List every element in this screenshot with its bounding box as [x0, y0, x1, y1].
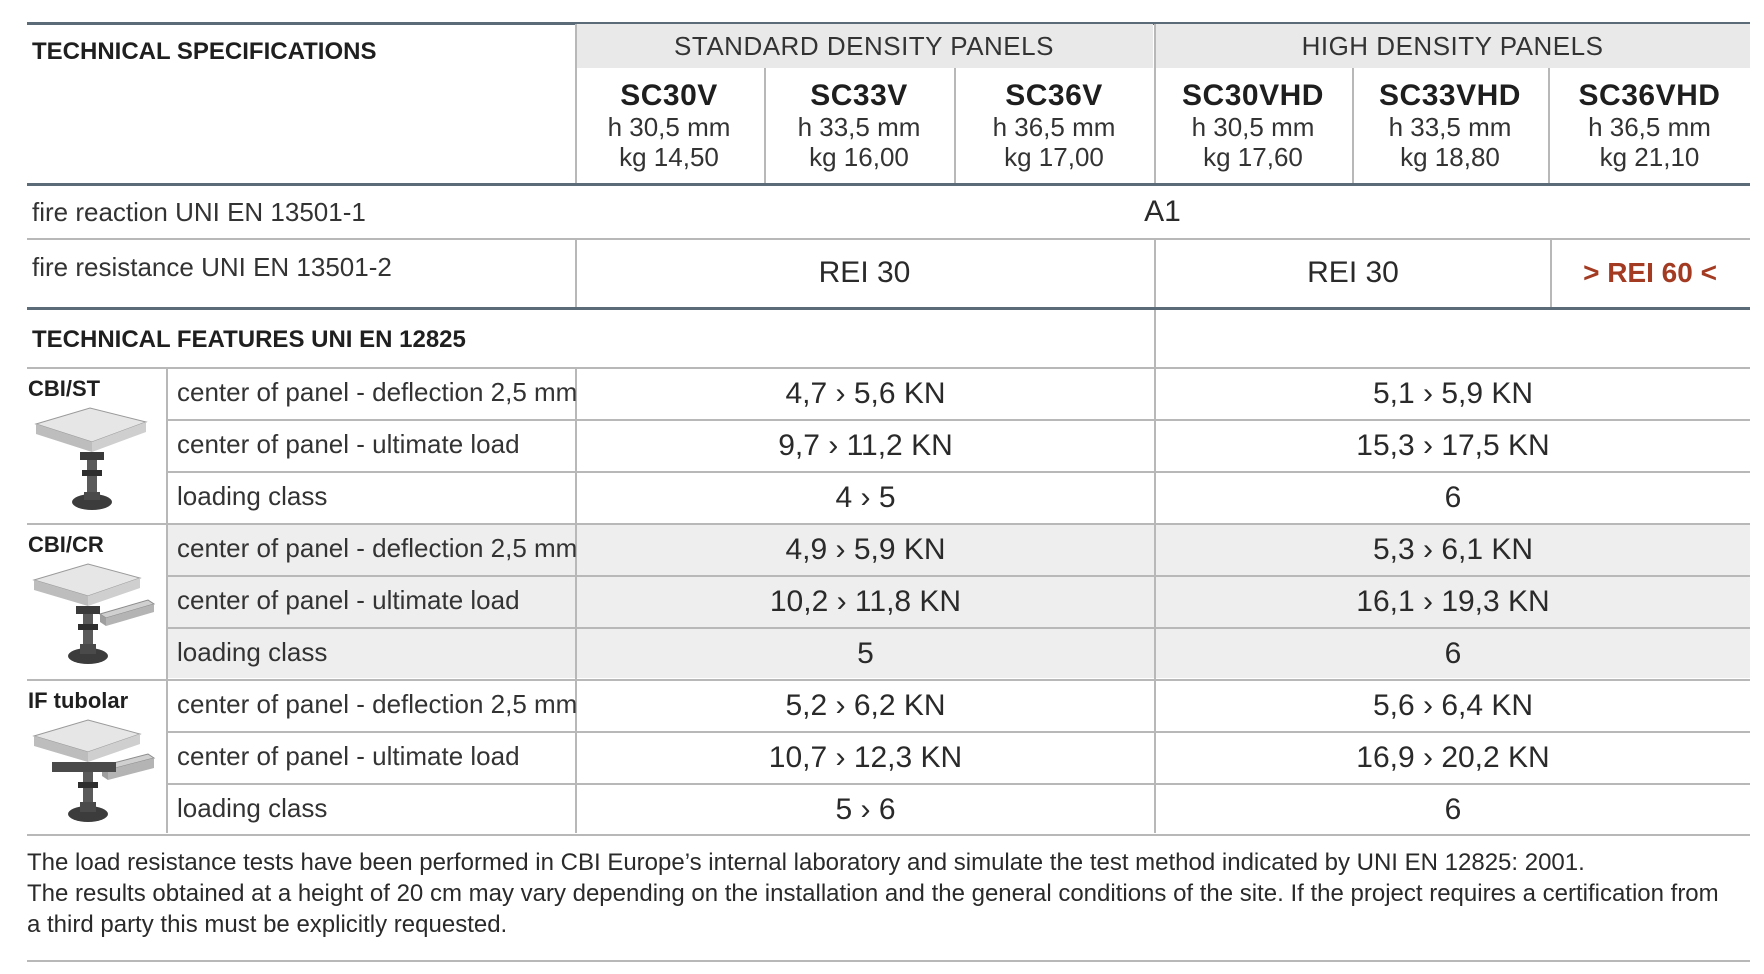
model-code: SC30VHD — [1182, 79, 1324, 112]
standard-value: 5 › 6 — [835, 793, 896, 826]
feature-label: center of panel - deflection 2,5 mm — [177, 688, 578, 719]
group-header-high: HIGH DENSITY PANELS — [1155, 24, 1750, 68]
high-value: 5,6 › 6,4 KN — [1372, 689, 1534, 722]
standard-value: 4,9 › 5,9 KN — [785, 533, 946, 566]
divider — [575, 24, 577, 184]
feature-label: loading class — [177, 636, 328, 667]
model-weight: kg 17,00 — [1004, 142, 1104, 172]
high-value: 15,3 › 17,5 KN — [1356, 429, 1550, 462]
model-code: SC30V — [620, 79, 718, 112]
table-bottom-rule — [27, 834, 1750, 836]
model-code: SC33VHD — [1379, 79, 1521, 112]
page-bottom-rule — [27, 960, 1750, 962]
model-column-header — [1155, 80, 1351, 172]
standard-value: 10,7 › 12,3 KN — [768, 741, 963, 774]
high-value: 6 — [1444, 481, 1462, 514]
model-height: h 30,5 mm — [1191, 112, 1315, 142]
model-height: h 33,5 mm — [1388, 112, 1512, 142]
model-height: h 36,5 mm — [992, 112, 1116, 142]
model-weight: kg 16,00 — [809, 142, 909, 172]
high-value: 16,9 › 20,2 KN — [1356, 741, 1550, 774]
footnote-line: a third party this must be explicitly requested. — [27, 911, 508, 938]
features-title: TECHNICAL FEATURES UNI EN 12825 — [32, 326, 466, 353]
divider — [764, 68, 766, 184]
pedestal-stringer-icon — [30, 560, 158, 668]
high-value: 16,1 › 19,3 KN — [1356, 585, 1550, 618]
model-height: h 30,5 mm — [607, 112, 731, 142]
feature-label: loading class — [177, 480, 328, 511]
pedestal-tubular-icon — [30, 716, 158, 826]
system-name: IF tubolar — [28, 688, 129, 713]
feature-label: center of panel - ultimate load — [177, 740, 520, 771]
model-column-header — [1549, 80, 1750, 172]
divider — [1154, 24, 1156, 184]
divider — [1548, 68, 1550, 184]
fire-resistance-highlight: > REI 60 < — [1583, 257, 1717, 288]
footnote-line: The load resistance tests have been performed in CBI Europe’s internal laboratory and simulate the test method indicated by UNI EN 12825: 2001. — [27, 849, 1585, 876]
standard-value: 10,2 › 11,8 KN — [769, 585, 962, 618]
fire-reaction-label: fire reaction UNI EN 13501-1 — [32, 196, 366, 227]
system-name: CBI/CR — [28, 532, 104, 557]
divider — [1154, 238, 1156, 308]
model-column-header — [955, 80, 1153, 172]
divider — [954, 68, 956, 184]
feature-label: center of panel - ultimate load — [177, 428, 520, 459]
fire-resistance-standard: REI 30 — [818, 256, 911, 289]
model-weight: kg 18,80 — [1400, 142, 1500, 172]
standard-value: 5,2 › 6,2 KN — [785, 689, 946, 722]
footnote-line: The results obtained at a height of 20 cm may vary depending on the installation and the general conditions of the site. If the project requires a certification from — [27, 880, 1719, 907]
feature-label: center of panel - deflection 2,5 mm — [177, 376, 578, 407]
fire-resistance-high: REI 30 — [1307, 256, 1399, 289]
model-height: h 33,5 mm — [797, 112, 921, 142]
divider — [1550, 238, 1552, 308]
pedestal-icon — [30, 406, 152, 514]
model-weight: kg 17,60 — [1203, 142, 1303, 172]
divider — [1154, 310, 1156, 367]
model-code: SC36VHD — [1578, 79, 1721, 112]
table-title: TECHNICAL SPECIFICATIONS — [32, 38, 377, 65]
model-column-header — [765, 80, 953, 172]
standard-value: 4 › 5 — [835, 481, 896, 514]
fire-reaction-value: A1 — [1144, 195, 1181, 228]
model-column-header — [1353, 80, 1547, 172]
model-weight: kg 21,10 — [1599, 142, 1700, 172]
model-column-header — [575, 80, 763, 172]
standard-value: 5 — [857, 637, 874, 670]
feature-label: loading class — [177, 792, 328, 823]
high-value: 5,3 › 6,1 KN — [1372, 533, 1534, 566]
high-value: 5,1 › 5,9 KN — [1372, 377, 1534, 410]
divider — [575, 238, 577, 308]
feature-label: center of panel - ultimate load — [177, 584, 520, 615]
high-value: 6 — [1444, 793, 1462, 826]
model-weight: kg 14,50 — [619, 142, 719, 172]
feature-label: center of panel - deflection 2,5 mm — [177, 532, 578, 563]
section-rule — [27, 307, 1750, 310]
model-code: SC36V — [1005, 79, 1103, 112]
system-name: CBI/ST — [28, 376, 101, 401]
model-height: h 36,5 mm — [1588, 112, 1711, 142]
high-value: 6 — [1444, 637, 1462, 670]
divider — [1352, 68, 1354, 184]
standard-value: 4,7 › 5,6 KN — [785, 377, 946, 410]
model-code: SC33V — [810, 79, 908, 112]
group-header-standard: STANDARD DENSITY PANELS — [575, 24, 1153, 68]
fire-resistance-label: fire resistance UNI EN 13501-2 — [32, 252, 392, 282]
standard-value: 9,7 › 11,2 KN — [778, 429, 953, 462]
